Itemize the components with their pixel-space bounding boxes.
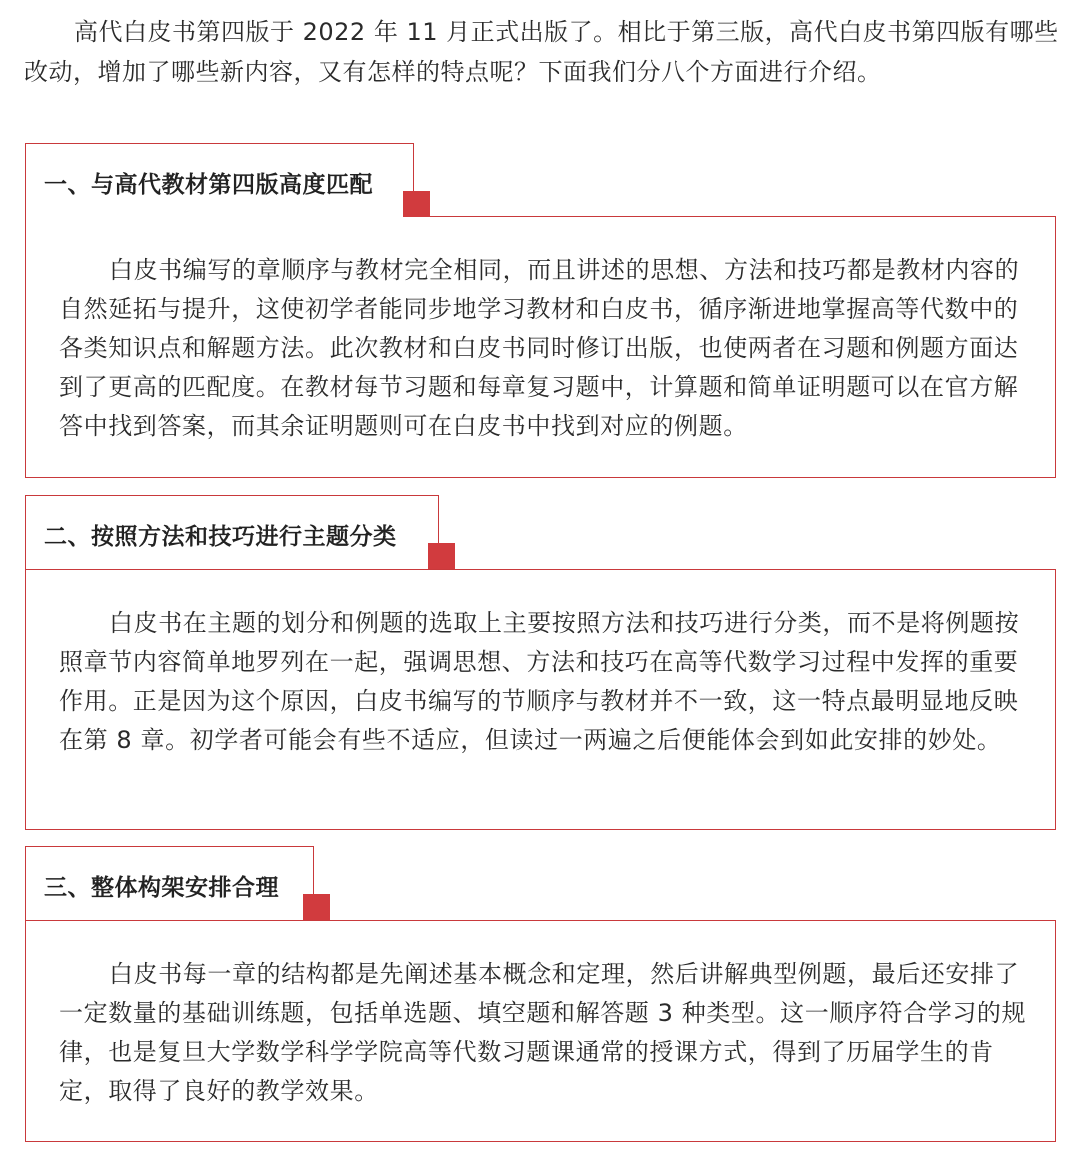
section-2-content-box xyxy=(25,569,1056,830)
section-1-marker xyxy=(403,191,430,217)
section-3-header xyxy=(25,846,314,920)
intro-paragraph: 高代白皮书第四版于 2022 年 11 月正式出版了。相比于第三版，高代白皮书第四版有哪些改动，增加了哪些新内容，又有怎样的特点呢？下面我们分八个方面进行介绍。 xyxy=(24,18,1059,86)
section-2-marker xyxy=(428,543,455,569)
section-1-header xyxy=(25,143,414,217)
section-2-header xyxy=(25,495,439,569)
section-3-body: 白皮书每一章的结构都是先阐述基本概念和定理，然后讲解典型例题，最后还安排了一定数量的基础训练题，包括单选题、填空题和解答题 3 种类型。这一顺序符合学习的规律，也是复旦大学数学科学学院高等代数习题课通常的授课方式，得到了历届学生的肯定，取得了良好的教学效果。 xyxy=(59,960,1027,1105)
section-3-title: 三、整体构架安排合理 xyxy=(44,875,279,901)
section-2-title: 二、按照方法和技巧进行主题分类 xyxy=(44,524,397,550)
section-3-content-box xyxy=(25,920,1056,1142)
section-3-marker xyxy=(303,894,330,920)
section-1-title: 一、与高代教材第四版高度匹配 xyxy=(44,172,373,198)
section-1-body: 白皮书编写的章顺序与教材完全相同，而且讲述的思想、方法和技巧都是教材内容的自然延拓与提升，这使初学者能同步地学习教材和白皮书，循序渐进地掌握高等代数中的各类知识点和解题方法。此次教材和白皮书同时修订出版，也使两者在习题和例题方面达到了更高的匹配度。在教材每节习题和每章复习题中，计算题和简单证明题可以在官方解答中找到答案，而其余证明题则可在白皮书中找到对应的例题。 xyxy=(59,256,1020,440)
section-1-content-box xyxy=(25,216,1056,478)
section-2-body: 白皮书在主题的划分和例题的选取上主要按照方法和技巧进行分类，而不是将例题按照章节内容简单地罗列在一起，强调思想、方法和技巧在高等代数学习过程中发挥的重要作用。正是因为这个原因，白皮书编写的节顺序与教材并不一致，这一特点最明显地反映在第 8 章。初学者可能会有些不适应，但读过一两遍之后便能体会到如此安排的妙处。 xyxy=(59,609,1020,754)
